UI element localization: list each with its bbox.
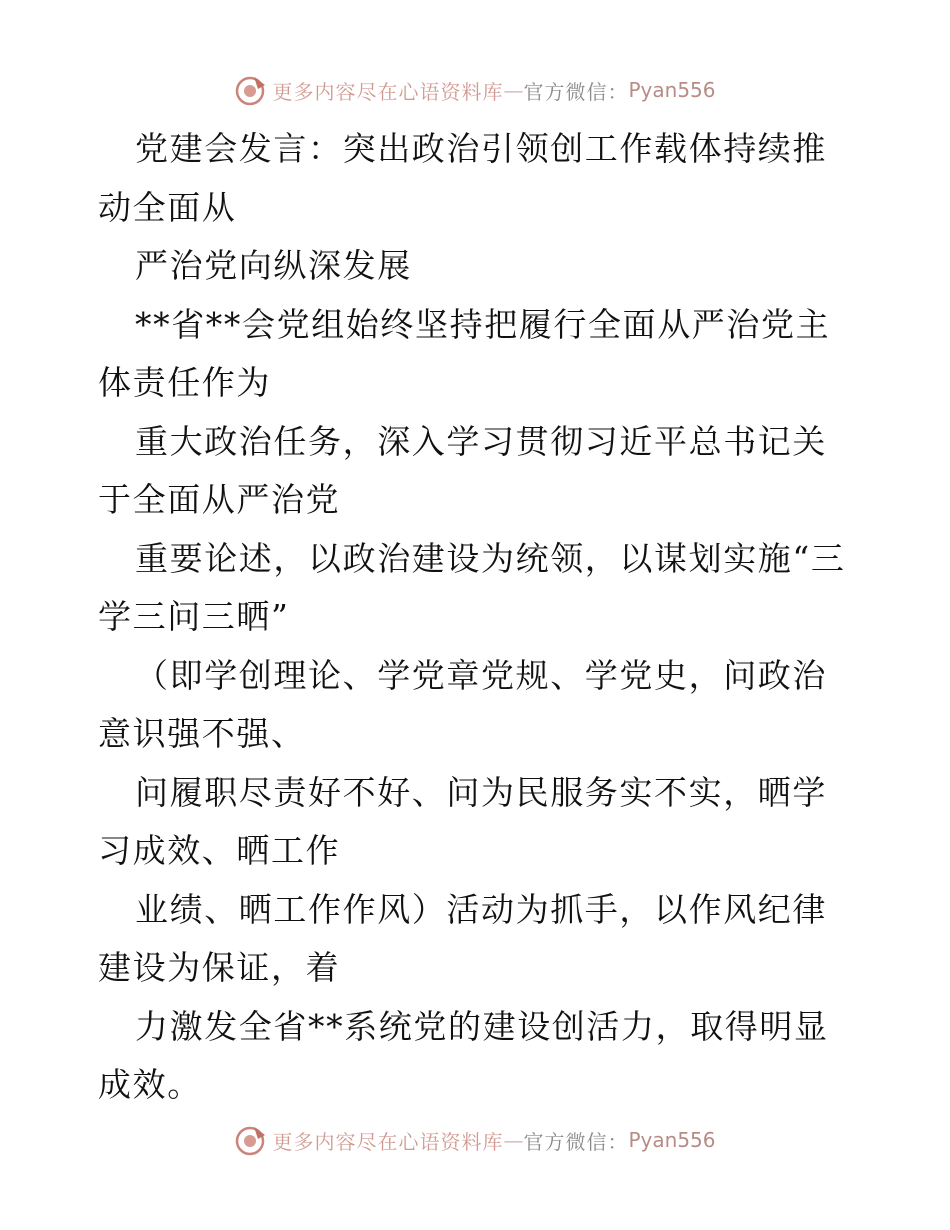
watermark-official-label: 官方微信：	[523, 1129, 629, 1154]
document-paragraph: 严治党向纵深发展	[135, 246, 412, 285]
watermark-footer	[0, 1120, 950, 1160]
document-paragraph: （即学创理论、学党章党规、学党史，问政治意识强不强、	[98, 655, 827, 753]
document-paragraph: 力激发全省**系统党的建设创活力，取得明显成效。	[98, 1006, 829, 1104]
document-paragraph: 重要论述，以政治建设为统领，以谋划实施“三学三问三晒”	[98, 538, 846, 636]
document-paragraph: 问履职尽责好不好、问为民服务实不实，晒学习成效、晒工作	[98, 772, 827, 870]
document-paragraph: **省**会党组始终坚持把履行全面从严治党主体责任作为	[98, 304, 831, 402]
watermark-header	[0, 70, 950, 110]
brand-logo-icon	[234, 1123, 268, 1157]
document-body	[98, 120, 858, 1115]
watermark-wechat-id: Pyan556	[628, 78, 716, 102]
document-paragraph: 重大政治任务，深入学习贯彻习近平总书记关于全面从严治党	[98, 421, 827, 519]
brand-logo-icon	[234, 73, 268, 107]
watermark-wechat-id: Pyan556	[628, 1128, 716, 1152]
watermark-official-label: 官方微信：	[523, 79, 629, 104]
watermark-dash: —	[503, 1128, 524, 1152]
document-paragraph: 党建会发言：突出政治引领创工作载体持续推动全面从	[98, 129, 827, 227]
watermark-brand: 更多内容尽在心语资料库	[272, 79, 504, 104]
watermark-dash: —	[503, 78, 524, 102]
document-paragraph: 业绩、晒工作作风）活动为抓手，以作风纪律建设为保证，着	[98, 889, 827, 987]
watermark-brand: 更多内容尽在心语资料库	[272, 1129, 504, 1154]
